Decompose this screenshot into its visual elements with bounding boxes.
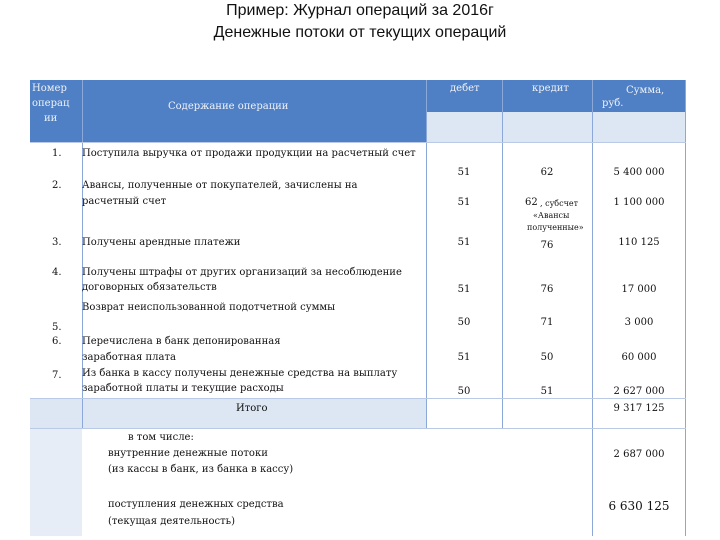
inflows-line1: поступления денежных средства: [108, 499, 284, 510]
header-debit-label: дебет: [450, 83, 480, 94]
row-number: 6.: [52, 336, 62, 347]
inflows-sum: 6 630 125: [608, 499, 670, 513]
row-credit: 71: [540, 317, 554, 328]
including-label: в том числе:: [128, 432, 194, 443]
row-credit: 51: [540, 386, 554, 397]
row-debit: 51: [457, 284, 471, 295]
total-sum: 9 317 125: [613, 403, 665, 414]
row-content: Из банка в кассу получены денежные средства на выплату: [82, 368, 398, 379]
row-number: 1.: [52, 148, 62, 159]
header-sum-line2: руб.: [602, 98, 624, 109]
row-credit: 62: [540, 167, 554, 178]
row-sum: 2 627 000: [613, 386, 665, 397]
row-content: заработная плата: [82, 352, 176, 363]
row-content: расчетный счет: [82, 196, 167, 207]
row-content: Поступила выручка от продажи продукции на расчетный счет: [82, 148, 416, 159]
inflows-line2: (текущая деятельность): [108, 516, 236, 527]
row-number: 4.: [52, 267, 62, 278]
row-credit-note: «Авансы: [533, 211, 570, 220]
row-sum: 17 000: [621, 284, 657, 295]
row-content: заработной платы и текущие расходы: [82, 383, 284, 394]
row-credit: 76: [540, 284, 554, 295]
row-debit: 50: [457, 317, 471, 328]
row-credit-note: полученные»: [527, 223, 584, 232]
row-number: 3.: [52, 237, 62, 248]
row-sum: 1 100 000: [613, 197, 665, 208]
row-number: 2.: [52, 180, 62, 191]
row-credit-note: , субсчет: [540, 199, 579, 208]
page-subtitle: Денежные потоки от текущих операций: [213, 24, 507, 41]
row-debit: 51: [457, 352, 471, 363]
header-sum-line1: Сумма,: [626, 85, 665, 96]
row-debit: 50: [457, 386, 471, 397]
header-sum-sub: [592, 112, 686, 142]
row-content: Получены арендные платежи: [82, 237, 241, 248]
row-debit: 51: [457, 237, 471, 248]
row-debit: 51: [457, 167, 471, 178]
row-content: Авансы, полученные от покупателей, зачислены на: [82, 180, 358, 191]
row-credit: 50: [540, 352, 554, 363]
summary-bg-left: [30, 428, 82, 536]
header-number-line1: Номер: [32, 83, 67, 94]
total-label: Итого: [236, 403, 268, 414]
header-credit-label: кредит: [532, 83, 569, 94]
journal-table: [30, 80, 686, 536]
header-number-line3: ии: [44, 113, 58, 124]
internal-flows-line2: (из кассы в банк, из банка в кассу): [108, 464, 294, 475]
row-debit: 51: [457, 197, 471, 208]
row-sum: 3 000: [624, 317, 654, 328]
row-content: договорных обязательств: [82, 282, 217, 293]
row-content: Перечислена в банк депонированная: [82, 336, 281, 347]
row-sum: 60 000: [621, 352, 657, 363]
row-number: 5.: [52, 322, 62, 333]
header-content-label: Содержание операции: [168, 101, 289, 112]
header-debit-sub: [426, 112, 502, 142]
page-title: Пример: Журнал операций за 2016г: [226, 2, 494, 19]
row-sum: 110 125: [618, 237, 660, 248]
header-credit-sub: [502, 112, 592, 142]
row-credit: 76: [540, 240, 554, 251]
row-sum: 5 400 000: [613, 167, 665, 178]
internal-flows-line1: внутренние денежные потоки: [108, 448, 268, 459]
row-content: Возврат неиспользованной подотчетной суммы: [82, 302, 336, 313]
total-row-bg-left: [30, 398, 82, 428]
internal-flows-sum: 2 687 000: [613, 449, 665, 460]
row-credit: 62: [525, 197, 538, 208]
row-content: Получены штрафы от других организаций за несоблюдение: [82, 267, 402, 278]
header-number-line2: операц: [32, 98, 70, 109]
header-content-subcell: [82, 112, 426, 142]
row-number: 7.: [52, 370, 62, 381]
